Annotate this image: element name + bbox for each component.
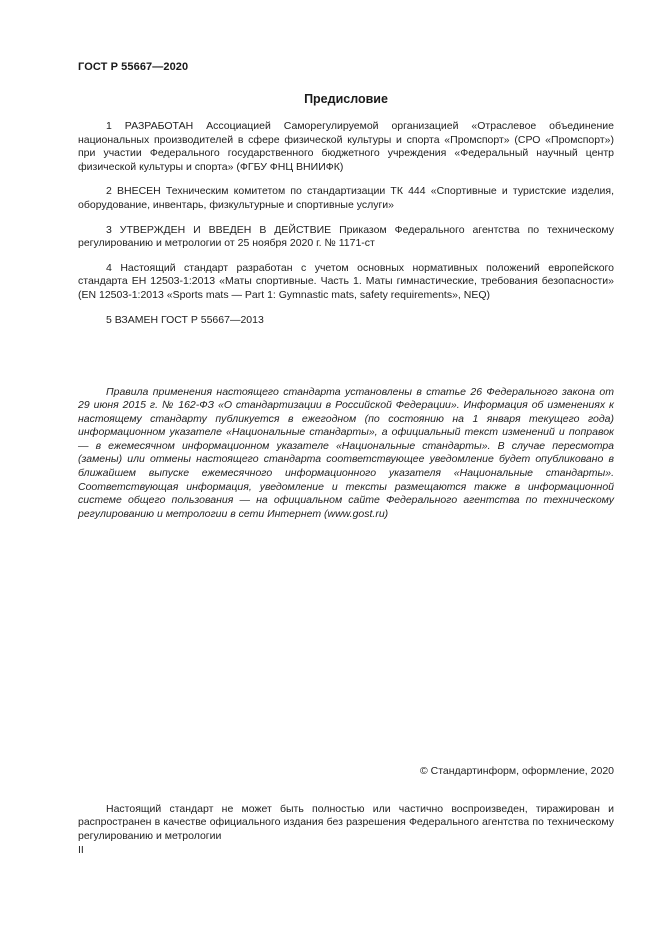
reproduction-notice: Настоящий стандарт не может быть полностью или частично воспроизведен, тиражирован и распространен в качестве официального издания без разрешения Федерального агентства по техническому регулированию и метрологии xyxy=(78,802,614,842)
preface-item-replaces: 5 ВЗАМЕН ГОСТ Р 55667—2013 xyxy=(106,313,264,326)
preface-item-basis: 4 Настоящий стандарт разработан с учетом основных нормативных положений европейского стандарта ЕН 12503-1:2013 «Маты спортивные. Часть 1. Маты гимнастические, требования безопасности» (EN 12503-1:2013 «Sports mats — Part 1: Gymnastic mats, safety requirements», NEQ) xyxy=(78,261,614,301)
preface-title: Предисловие xyxy=(304,92,388,106)
preface-items xyxy=(78,120,614,338)
preface-item-submitted: 2 ВНЕСЕН Техническим комитетом по стандартизации ТК 444 «Спортивные и туристские изделия, оборудование, инвентарь, физкультурные и спортивные услуги» xyxy=(78,185,614,211)
preface-item-developed: 1 РАЗРАБОТАН Ассоциацией Саморегулируемой организацией «Отраслевое объединение национальных производителей в сфере физической культуры и спорта «Промспорт» (СРО «Промспорт») при участии Федерального государственного бюджетного учреждения «Федеральный научный центр физической культуры и спорта» (ФГБУ ФНЦ ВНИИФК) xyxy=(78,120,614,173)
preface-item-approved: 3 УТВЕРЖДЕН И ВВЕДЕН В ДЕЙСТВИЕ Приказом Федерального агентства по техническому регулированию и метрологии от 25 ноября 2020 г. № 1171-ст xyxy=(78,223,614,250)
copyright-line: © Стандартинформ, оформление, 2020 xyxy=(419,765,614,777)
application-rules-notice: Правила применения настоящего стандарта установлены в статье 26 Федерального закона от 29 июня 2015 г. № 162-ФЗ «О стандартизации в Российской Федерации». Информация об изменениях к настоящему стандарту публикуется в ежегодном (по состоянию на 1 января текущего года) информационном указателе «Национальные стандарты», а официальный текст изменений и поправок — в ежемесячном информационном указателе «Национальные стандарты». В случае пересмотра (замены) или отмены настоящего стандарта соответствующее уведомление будет опубликовано в ближайшем выпуске ежемесячного информационного указателя «Национальные стандарты». Соответствующая информация, уведомление и тексты размещаются также в информационной системе общего пользования — на официальном сайте Федерального агентства по техническому регулированию и метрологии в сети Интернет (www.gost.ru) xyxy=(78,385,614,520)
page-number: II xyxy=(78,844,84,856)
document-code: ГОСТ Р 55667—2020 xyxy=(78,61,189,73)
